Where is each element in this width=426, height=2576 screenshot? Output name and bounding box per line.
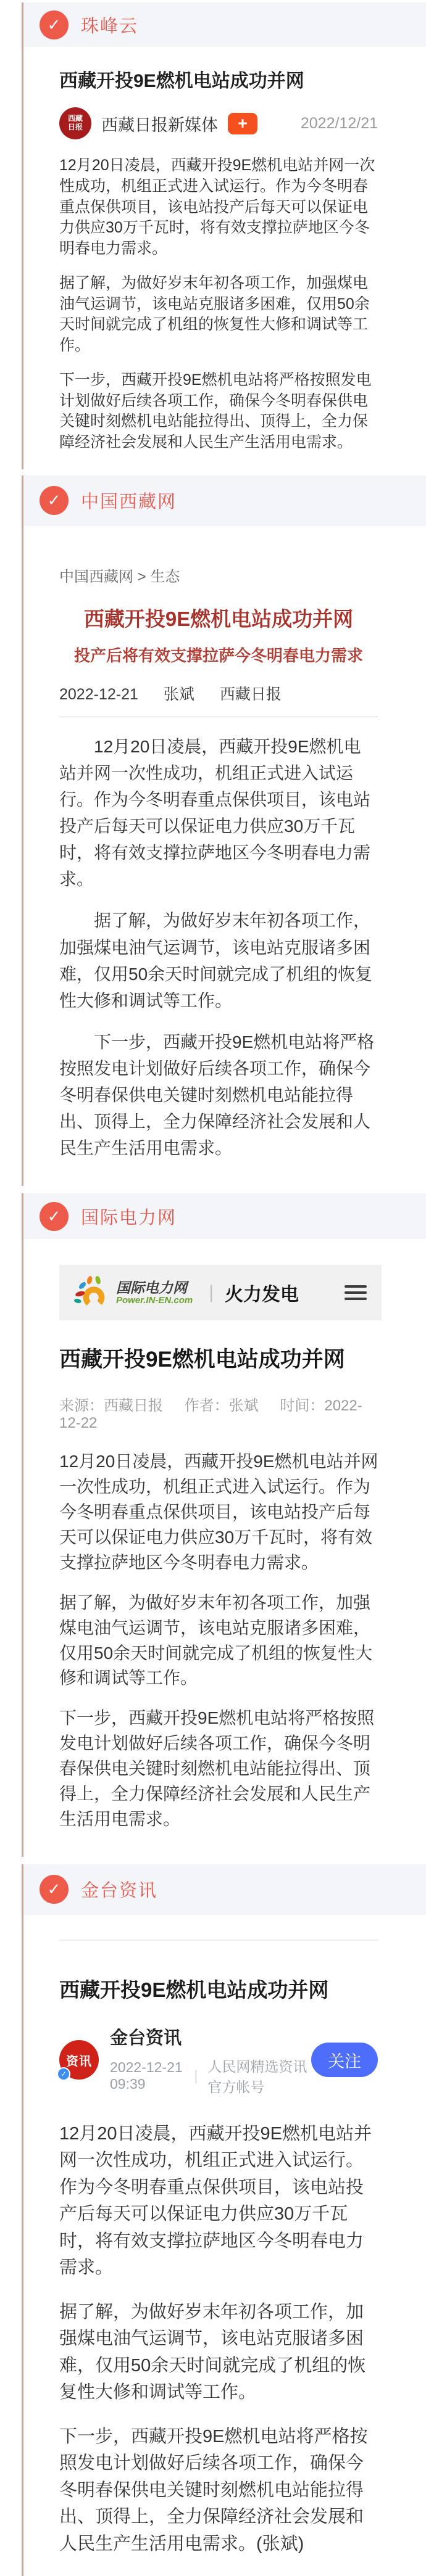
article-title: 西藏开投9E燃机电站成功并网 bbox=[59, 1978, 329, 2001]
menu-icon[interactable] bbox=[345, 1285, 367, 1300]
check-icon: ✓ bbox=[40, 1202, 69, 1231]
article-subtitle: 投产后将有效支撑拉萨今冬明春电力需求 bbox=[73, 646, 363, 665]
verified-badge-icon: ✓ bbox=[57, 2067, 70, 2081]
author-group: 作者：张斌 bbox=[184, 1397, 259, 1415]
breadcrumb[interactable]: 中国西藏网 > 生态 bbox=[59, 568, 180, 585]
source-name-label[interactable]: 珠峰云 bbox=[81, 16, 139, 36]
subline-divider: | bbox=[194, 2067, 198, 2084]
divider bbox=[59, 1940, 378, 1941]
article-body bbox=[59, 155, 378, 453]
article-body bbox=[59, 733, 378, 1162]
jintai-avatar-icon: 资讯 bbox=[59, 2040, 99, 2080]
site-name-cn: 国际电力网 bbox=[116, 1280, 187, 1296]
paragraph: 下一步，西藏开投9E燃机电站将严格按照发电计划做好后续各项工作，确保今冬明春保供电关键时刻燃机电站能拉得出、顶得上，全力保障经济社会发展和人民生产生活用电需求。 bbox=[59, 1032, 375, 1158]
avatar[interactable] bbox=[59, 2040, 99, 2080]
paragraph: 12月20日凌晨，西藏开投9E燃机电站并网一次性成功，机组正式进入试运行。作为今冬明春重点保供项目，该电站投产后每天可以保证电力供应30万千瓦时，将有效支撑拉萨地区今冬明春电力需求。 bbox=[59, 736, 371, 889]
article-card bbox=[23, 526, 426, 1187]
account-name[interactable]: 金台资讯 bbox=[110, 2028, 182, 2048]
byline-row bbox=[59, 107, 378, 139]
article-meta bbox=[59, 682, 378, 704]
time-group: 时间：2022-12-22 bbox=[59, 1397, 362, 1432]
source: 西藏日报 bbox=[219, 685, 282, 703]
source-header-tibet-net bbox=[23, 475, 426, 526]
logo-text-bottom: 日报 bbox=[67, 123, 83, 131]
paragraph: 12月20日凌晨，西藏开投9E燃机电站并网一次性成功，机组正式进入试运行。作为今冬明春重点保供项目，该电站投产后每天可以保证电力供应30万千瓦时，将有效支撑拉萨地区今冬明春电力需求。 bbox=[59, 2123, 372, 2278]
follow-plus-button[interactable]: + bbox=[228, 113, 257, 134]
source-header-power-in-en bbox=[23, 1193, 426, 1239]
xizang-daily-logo-icon bbox=[59, 107, 91, 139]
paragraph: 12月20日凌晨，西藏开投9E燃机电站并网一次性成功，机组正式进入试运行。作为今冬明春重点保供项目，该电站投产后每天可以保证电力供应30万千瓦时，将有效支撑拉萨地区今冬明春电力需求。 bbox=[59, 1452, 378, 1572]
paragraph: 据了解，为做好岁末年初各项工作，加强煤电油气运调节，该电站克服诸多困难，仅用50余天时间就完成了机组的恢复性大修和调试等工作。 bbox=[59, 274, 370, 354]
publish-date: 2022/12/21 bbox=[300, 114, 378, 132]
section-power-in-en bbox=[22, 1193, 426, 1856]
source-header-jintai bbox=[23, 1864, 426, 1915]
paragraph: 据了解，为做好岁末年初各项工作，加强煤电油气运调节，该电站克服诸多困难，仅用50余天时间就完成了机组的恢复性大修和调试等工作。 bbox=[59, 1592, 373, 1688]
channel-label[interactable]: 火力发电 bbox=[225, 1285, 299, 1306]
source-name-label[interactable]: 国际电力网 bbox=[81, 1208, 177, 1228]
section-jintai-news bbox=[22, 1864, 426, 2576]
section-zhufengyun bbox=[22, 2, 426, 469]
article-card bbox=[23, 1915, 426, 2576]
section-china-tibet-net bbox=[22, 475, 426, 1187]
paragraph: 下一步，西藏开投9E燃机电站将严格按照发电计划做好后续各项工作，确保今冬明春保供电关键时刻燃机电站能拉得出、顶得上，全力保障经济社会发展和人民生产生活用电需求。(张斌) bbox=[59, 2426, 368, 2554]
account-name[interactable]: 西藏日报新媒体 bbox=[101, 115, 218, 134]
check-icon: ✓ bbox=[40, 486, 69, 515]
paragraph: 下一步，西藏开投9E燃机电站将严格按照发电计划做好后续各项工作，确保今冬明春保供电关键时刻燃机电站能拉得出、顶得上，全力保障经济社会发展和人民生产生活用电需求。 bbox=[59, 1708, 375, 1829]
banner-divider: | bbox=[209, 1282, 214, 1303]
logo-text-top: 西藏 bbox=[67, 114, 83, 123]
paragraph: 据了解，为做好岁末年初各项工作，加强煤电油气运调节，该电站克服诸多困难，仅用50余天时间就完成了机组的恢复性大修和调试等工作。 bbox=[59, 2302, 366, 2403]
article-body bbox=[59, 2121, 378, 2558]
source-name-label[interactable]: 中国西藏网 bbox=[81, 492, 177, 512]
article-card bbox=[23, 47, 426, 469]
source-header-zhufengyun bbox=[23, 2, 426, 47]
account-row bbox=[59, 2024, 378, 2096]
article-title: 西藏开投9E燃机电站成功并网 bbox=[83, 607, 354, 630]
site-name-block[interactable] bbox=[116, 1280, 193, 1305]
account-subline bbox=[110, 2055, 311, 2096]
article-body bbox=[59, 1449, 382, 1832]
source-group: 来源：西藏日报 bbox=[59, 1397, 163, 1415]
publish-datetime: 2022-12-21 09:39 bbox=[110, 2059, 183, 2092]
author: 张斌 bbox=[163, 685, 194, 703]
article-title: 西藏开投9E燃机电站成功并网 bbox=[59, 1348, 345, 1372]
account-info bbox=[110, 2024, 311, 2096]
paragraph: 下一步，西藏开投9E燃机电站将严格按照发电计划做好后续各项工作，确保今冬明春保供电关键时刻燃机电站能拉得出、顶得上，全力保障经济社会发展和人民生产生活用电需求。 bbox=[59, 371, 372, 451]
follow-button[interactable]: 关注 bbox=[311, 2043, 378, 2077]
power-in-en-logo-icon bbox=[74, 1275, 110, 1311]
article-card bbox=[23, 1239, 426, 1856]
paragraph: 据了解，为做好岁末年初各项工作，加强煤电油气运调节，该电站克服诸多困难，仅用50余天时间就完成了机组的恢复性大修和调试等工作。 bbox=[59, 911, 373, 1010]
source-name-label[interactable]: 金台资讯 bbox=[81, 1881, 158, 1901]
site-name-en: Power.IN-EN.com bbox=[116, 1294, 193, 1306]
check-icon: ✓ bbox=[40, 10, 69, 39]
publish-date: 2022-12-21 bbox=[59, 685, 138, 703]
paragraph: 12月20日凌晨，西藏开投9E燃机电站并网一次性成功，机组正式进入试运行。作为今冬明春重点保供项目，该电站投产后每天可以保证电力供应30万千瓦时，将有效支撑拉萨地区今冬明春电力需求。 bbox=[59, 157, 375, 257]
article-meta bbox=[59, 1393, 382, 1432]
account-description: 人民网精选资讯官方帐号 bbox=[207, 2058, 307, 2095]
article-title: 西藏开投9E燃机电站成功并网 bbox=[59, 71, 304, 91]
check-icon: ✓ bbox=[40, 1875, 69, 1904]
site-banner bbox=[59, 1265, 382, 1320]
